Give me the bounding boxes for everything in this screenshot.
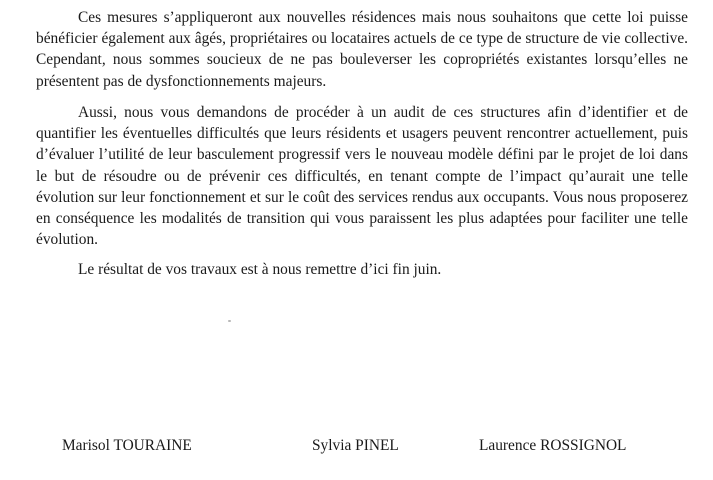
scan-speck xyxy=(228,320,231,322)
paragraph-deadline: Le résultat de vos travaux est à nous remettre d’ici fin juin. xyxy=(78,261,442,278)
paragraph-audit-request: Aussi, nous vous demandons de procéder à un audit de ces structures afin d’identifier et de quantifier les éventuelles difficultés que leurs résidents et usagers peuvent rencontrer actuellement, puis d’évaluer l’utilité de leur basculement progressif vers le nouveau modèle défini par le projet de loi dans le but de résoudre ou de prévenir ces difficultés, en tenant compte de l’impact qu’aurait une telle évolution sur leur fonctionnement et sur le coût des services rendus aux occupants. Vous nous proposerez en conséquence les modalités de transition qui vous paraissent les plus adaptées pour faciliter une telle évolution. xyxy=(36,104,688,249)
signatory-touraine: Marisol TOURAINE xyxy=(62,437,192,454)
signatory-rossignol: Laurence ROSSIGNOL xyxy=(479,437,627,454)
signatory-pinel: Sylvia PINEL xyxy=(312,437,399,454)
paragraph-residences: Ces mesures s’appliqueront aux nouvelles résidences mais nous souhaitons que cette loi puisse bénéficier également aux âgés, propriétaires ou locataires actuels de ce type de structure de vie collective. Cependant, nous sommes soucieux de ne pas bouleverser les copropriétés existantes lorsqu’elles ne présentent pas de dysfonctionnements majeurs. xyxy=(36,9,688,90)
